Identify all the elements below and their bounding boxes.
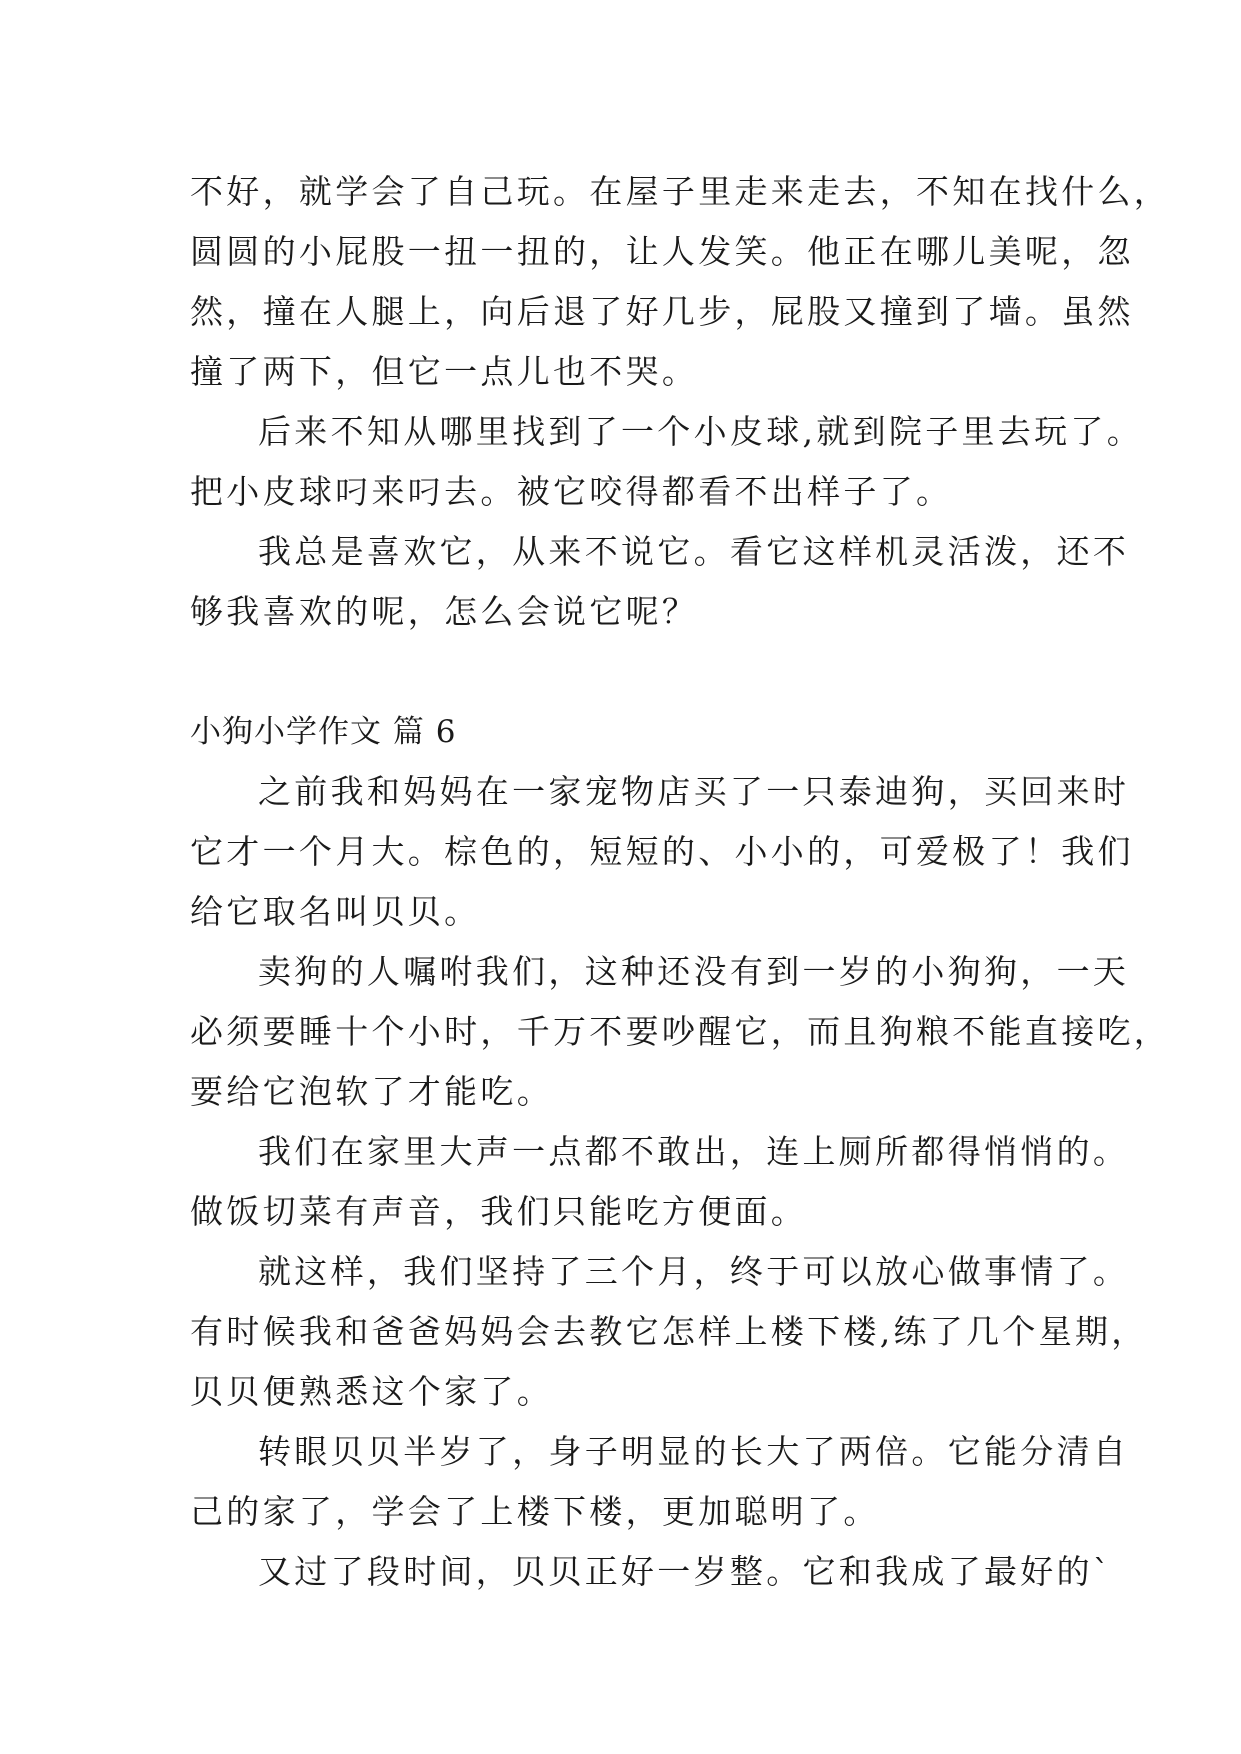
text-line: 把小皮球叼来叼去。被它咬得都看不出样子了。 bbox=[190, 472, 953, 511]
text-line: 我总是喜欢它，从来不说它。看它这样机灵活泼，还不 bbox=[258, 532, 1130, 571]
text-line: 给它取名叫贝贝。 bbox=[190, 892, 481, 931]
text-line: 有时候我和爸爸妈妈会去教它怎样上楼下楼,练了几个星期， bbox=[190, 1312, 1148, 1351]
paragraphs-before bbox=[190, 162, 1171, 642]
paragraph bbox=[190, 1122, 1130, 1242]
text-line: 又过了段时间，贝贝正好一岁整。它和我成了最好的` bbox=[258, 1552, 1113, 1591]
paragraph bbox=[190, 762, 1134, 942]
text-line: 就这样，我们坚持了三个月，终于可以放心做事情了。 bbox=[258, 1252, 1130, 1291]
text-line: 圆圆的小屁股一扭一扭的，让人发笑。他正在哪儿美呢，忽 bbox=[190, 232, 1134, 271]
text-line: 做饭切菜有声音，我们只能吃方便面。 bbox=[190, 1192, 808, 1231]
paragraph bbox=[190, 1242, 1148, 1422]
text-line: 必须要睡十个小时，千万不要吵醒它，而且狗粮不能直接吃， bbox=[190, 1012, 1171, 1051]
text-line: 然，撞在人腿上，向后退了好几步，屁股又撞到了墙。虽然 bbox=[190, 292, 1134, 331]
paragraph bbox=[190, 1542, 1113, 1602]
text-line: 要给它泡软了才能吃。 bbox=[190, 1072, 553, 1111]
text-line: 后来不知从哪里找到了一个小皮球,就到院子里去玩了。 bbox=[258, 412, 1143, 451]
text-line: 卖狗的人嘱咐我们，这种还没有到一岁的小狗狗，一天 bbox=[258, 952, 1130, 991]
text-line: 它才一个月大。棕色的，短短的、小小的，可爱极了！我们 bbox=[190, 832, 1134, 871]
paragraph bbox=[190, 1422, 1130, 1542]
text-line: 转眼贝贝半岁了，身子明显的长大了两倍。它能分清自 bbox=[258, 1432, 1130, 1471]
paragraphs-after bbox=[190, 762, 1171, 1602]
paragraph bbox=[190, 162, 1171, 402]
text-line: 贝贝便熟悉这个家了。 bbox=[190, 1372, 553, 1411]
section-heading: 小狗小学作文 篇 6 bbox=[190, 714, 457, 750]
paragraph bbox=[190, 402, 1143, 522]
text-line: 我们在家里大声一点都不敢出，连上厕所都得悄悄的。 bbox=[258, 1132, 1130, 1171]
text-line: 够我喜欢的呢，怎么会说它呢？ bbox=[190, 592, 699, 631]
text-line: 己的家了，学会了上楼下楼，更加聪明了。 bbox=[190, 1492, 880, 1531]
text-line: 之前我和妈妈在一家宠物店买了一只泰迪狗，买回来时 bbox=[258, 772, 1130, 811]
paragraph bbox=[190, 522, 1130, 642]
paragraph bbox=[190, 942, 1171, 1122]
document-page bbox=[190, 162, 1171, 1602]
text-line: 不好，就学会了自己玩。在屋子里走来走去，不知在找什么， bbox=[190, 172, 1171, 211]
text-line: 撞了两下，但它一点儿也不哭。 bbox=[190, 352, 699, 391]
